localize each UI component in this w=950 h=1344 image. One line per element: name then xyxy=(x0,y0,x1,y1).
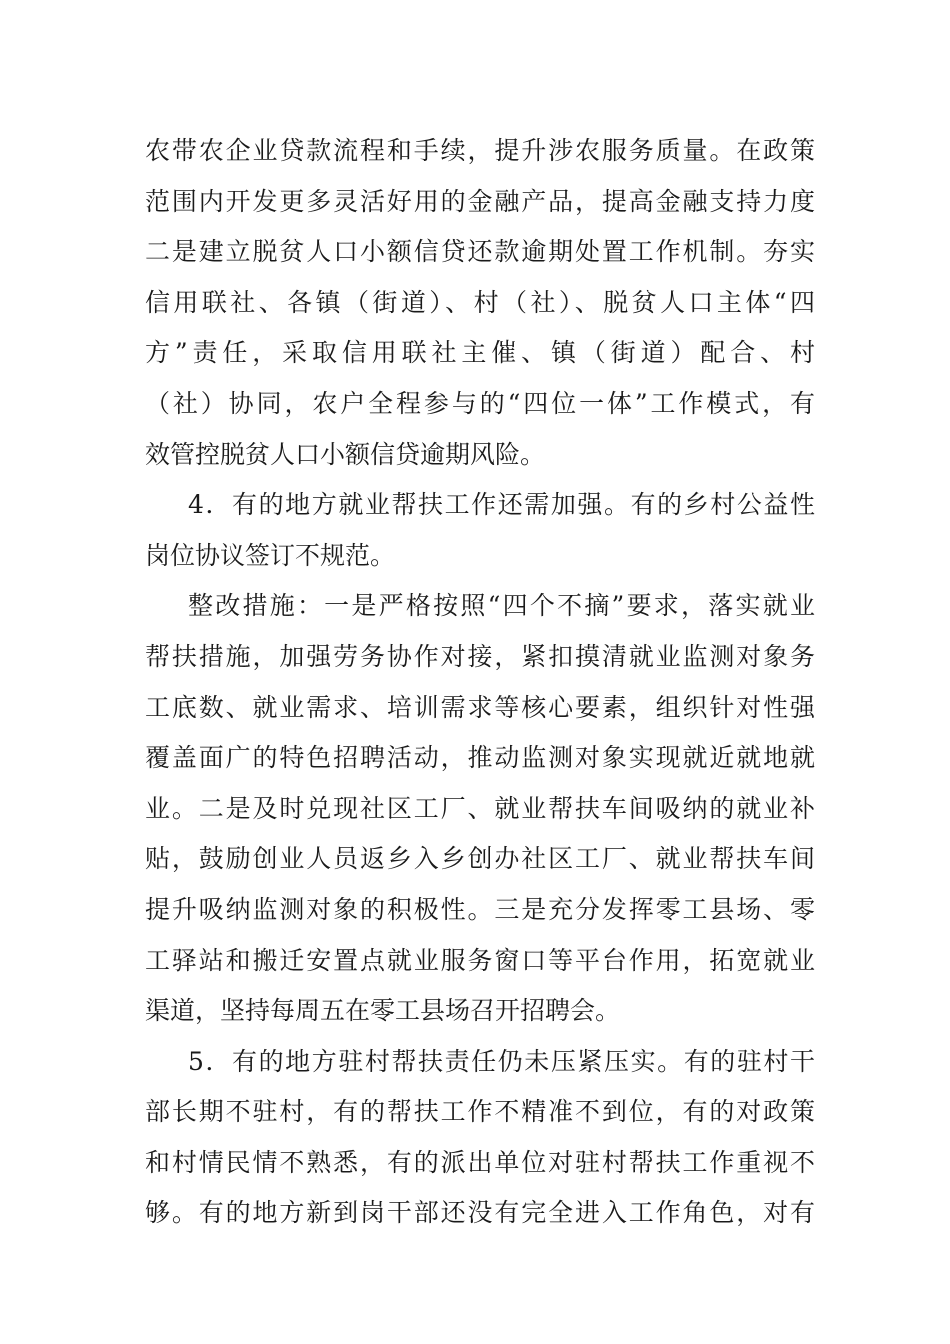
text-line: 信用联社、各镇（街道）、村（社）、脱贫人口主体“四 xyxy=(145,287,815,317)
text-line: 渠道，坚持每周五在零工县场召开招聘会。 xyxy=(145,996,621,1026)
text-line: 贴，鼓励创业人员返乡入乡创办社区工厂、就业帮扶车间 xyxy=(145,844,815,874)
text-line: 农带农企业贷款流程和手续，提升涉农服务质量。在政策 xyxy=(145,136,815,165)
text-line: 工驿站和搬迁安置点就业服务窗口等平台作用，拓宽就业 xyxy=(145,945,815,975)
text-line: 部长期不驻村，有的帮扶工作不精准不到位，有的对政策 xyxy=(145,1097,815,1127)
text-line: 业。二是及时兑现社区工厂、就业帮扶车间吸纳的就业补 xyxy=(145,793,815,823)
text-line: 和村情民情不熟悉，有的派出单位对驻村帮扶工作重视不 xyxy=(145,1147,815,1177)
text-line: 效管控脱贫人口小额信贷逾期风险。 xyxy=(145,439,546,469)
document-body xyxy=(145,126,815,1239)
text-line: 方”责任，采取信用联社主催、镇（街道）配合、村 xyxy=(145,338,815,368)
text-line: 工底数、就业需求、培训需求等核心要素，组织针对性强 xyxy=(145,692,815,722)
text-line: 帮扶措施，加强劳务协作对接，紧扣摸清就业监测对象务 xyxy=(145,641,815,671)
text-line: 二是建立脱贫人口小额信贷还款逾期处置工作机制。夯实 xyxy=(145,237,815,267)
text-line: 覆盖面广的特色招聘活动，推动监测对象实现就近就地就 xyxy=(145,743,815,773)
text-line: 够。有的地方新到岗干部还没有完全进入工作角色，对有 xyxy=(145,1198,815,1228)
rectification-measures-paragraph: 整改措施：一是严格按照“四个不摘”要求，落实就业 xyxy=(188,591,815,621)
text-line: （社）协同，农户全程参与的“四位一体”工作模式，有 xyxy=(145,388,815,418)
section-heading-4: 4．有的地方就业帮扶工作还需加强。有的乡村公益性 xyxy=(188,490,815,520)
text-line: 岗位协议签订不规范。 xyxy=(145,540,396,570)
text-line: 提升吸纳监测对象的积极性。三是充分发挥零工县场、零 xyxy=(145,894,815,924)
section-heading-5: 5．有的地方驻村帮扶责任仍未压紧压实。有的驻村干 xyxy=(188,1046,815,1076)
text-line: 范围内开发更多灵活好用的金融产品，提高金融支持力度 xyxy=(145,186,815,216)
